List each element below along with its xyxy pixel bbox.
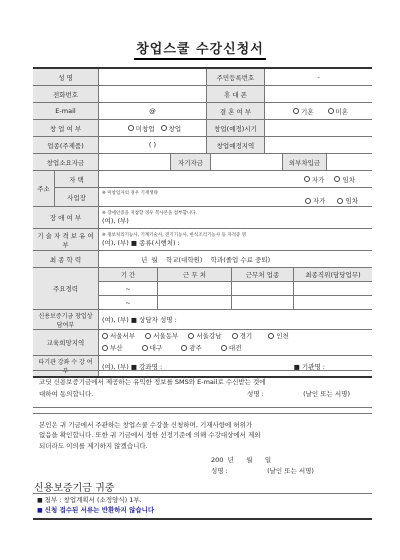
not-started-radio[interactable] [128, 125, 134, 131]
region-radio[interactable] [188, 333, 194, 339]
declaration-line-1: 본인은 귀 기금에서 주관하는 창업스쿨 수강을 신청하며, 기재사항에 허위가 [39, 421, 253, 429]
bullet-icon: ■ [37, 506, 43, 514]
career-row [33, 268, 372, 310]
career-industry-2[interactable] [232, 296, 294, 309]
started-label: 창업 [168, 124, 182, 133]
disability-label: 장 애 여 부 [33, 207, 99, 228]
notes-box [33, 493, 372, 520]
education-label: 최 종 학 력 [33, 251, 99, 267]
application-form [33, 67, 372, 378]
fund-row [33, 154, 372, 171]
declaration-date[interactable]: 200 년 월 일 [211, 456, 272, 465]
career-label: 주요경력 [33, 268, 99, 309]
declaration-box [33, 413, 372, 475]
career-table [99, 268, 372, 309]
region-label: 대전 [228, 343, 242, 352]
career-company-2[interactable] [158, 296, 232, 309]
address-block [55, 171, 372, 206]
home-options[interactable] [99, 171, 372, 187]
marriage-label: 결 혼 여 부 [207, 103, 265, 119]
business-label: 업종(주제품) [33, 137, 99, 153]
consent-line-2-row [39, 389, 366, 398]
address-label: 주소 [33, 171, 55, 206]
home-label: 자 택 [55, 171, 99, 187]
career-period-1[interactable]: ~ [99, 282, 158, 295]
email-row [33, 103, 372, 120]
career-entry [99, 296, 372, 309]
declaration-signature[interactable]: 성명 : (날인 또는 서명) [211, 466, 314, 475]
org-name: 신용보증기금 귀중 [34, 483, 115, 494]
startup-time-field[interactable] [265, 120, 372, 136]
consent-box [33, 370, 372, 408]
consult-label: 신용보증기금 창업상담여부 [33, 310, 99, 329]
mobile-label: 휴 대 폰 [207, 86, 265, 102]
consult-field[interactable]: (여), (부) ■ 상담자 성명 : [102, 316, 177, 324]
disability-note: ※ 장애인증을 지참할 경우 복사본을 첨부합니다. [102, 211, 197, 216]
married-label: 기혼 [300, 107, 314, 116]
region-radio[interactable] [268, 333, 274, 339]
name-row [33, 69, 372, 86]
career-position-1[interactable] [294, 282, 372, 295]
disability-value: (여), (부) [102, 217, 129, 225]
single-label: 미혼 [335, 107, 349, 116]
region-label: 대구 [149, 343, 163, 352]
email-label: E-mail [33, 103, 99, 119]
region-radio[interactable] [232, 333, 238, 339]
startup-region-field[interactable] [265, 137, 372, 153]
address-row [33, 171, 372, 207]
license-label: 기 술 자 격 보 유 여 부 [33, 229, 99, 250]
return-note-text: 신청 접수된 서류는 반환하지 않습니다 [44, 505, 155, 514]
bullet-icon: ■ [37, 497, 43, 504]
consult-row [33, 310, 372, 330]
region-radio[interactable] [102, 333, 108, 339]
career-col-position: 최종직위(담당업무) [294, 268, 372, 281]
startup-label: 창 업 여 부 [33, 120, 99, 136]
license-value: (여), (부) ■ 종류(시행처) : [102, 239, 180, 247]
resident-no-field[interactable]: - [317, 73, 320, 81]
declaration-line-2: 없음을 확인합니다. 또한 귀 기금에서 정한 선정기준에 의해 수강대상에서 제외 [39, 431, 261, 440]
own-fund-label: 자기자금 [171, 154, 211, 170]
startup-options [99, 120, 207, 136]
disability-row [33, 207, 372, 229]
external-fund-field[interactable] [327, 154, 372, 170]
edu-region-label: 교육희망지역 [33, 330, 99, 355]
business-own-label: 자가 [312, 196, 326, 205]
consent-line-2: 대하여 동의합니다. [39, 390, 94, 398]
region-label: 광주 [189, 343, 202, 352]
required-fund-label: 창업소요자금 [33, 154, 99, 170]
career-period-2[interactable]: ~ [99, 296, 158, 309]
home-rent-radio[interactable] [334, 176, 340, 182]
region-radio[interactable] [145, 333, 151, 339]
region-label: 서울강남 [196, 332, 222, 341]
education-field[interactable]: 년 월 학교(대학원) 학과(졸업 수료 중퇴) [141, 255, 271, 264]
own-fund-field[interactable] [211, 154, 283, 170]
disability-field[interactable] [99, 207, 372, 228]
business-place-note: ※ 미창업자의 경우 기재생략 [102, 190, 158, 196]
region-label: 경기 [239, 332, 253, 341]
started-radio[interactable] [161, 125, 167, 131]
single-radio[interactable] [328, 108, 334, 114]
external-fund-label: 외부차입금 [283, 154, 327, 170]
marriage-options [265, 103, 372, 119]
not-started-label: 미창업 [135, 124, 155, 133]
phone-field[interactable] [99, 86, 207, 102]
married-radio[interactable] [293, 108, 299, 114]
career-company-1[interactable] [158, 282, 232, 295]
startup-time-label: 창업(예정)시기 [207, 120, 265, 136]
region-label: 부산 [110, 343, 123, 352]
region-radio[interactable] [102, 345, 108, 351]
business-address [55, 188, 372, 206]
career-col-industry: 근무처 업종 [232, 268, 294, 281]
career-industry-1[interactable] [232, 282, 294, 295]
business-rent-label: 임차 [345, 196, 358, 205]
other-course-value: (여), (부) ■ 강좌명 : [102, 362, 163, 371]
declaration-line-3: 되더라도 이의를 제기하지 않겠습니다. [39, 441, 148, 450]
home-own-radio[interactable] [304, 176, 310, 182]
institution-label: ■ 기관명 : [293, 362, 325, 371]
phone-label: 전화번호 [33, 86, 99, 102]
career-col-company: 근 무 처 [158, 268, 232, 281]
business-place-label: 사업장 [55, 188, 99, 206]
attachment-note-text: 첨부 : 창업계획서 (소정양식) 1부. [44, 496, 142, 504]
region-line-1 [102, 331, 289, 342]
region-radio[interactable] [221, 345, 227, 351]
return-note [37, 506, 368, 516]
business-row [33, 137, 372, 154]
region-label: 서울동부 [153, 332, 179, 341]
region-line-2 [102, 343, 241, 354]
region-radio[interactable] [142, 345, 148, 351]
phone-row [33, 86, 372, 103]
consent-line-1: 코딧 신용보증기금에서 제공하는 유익한 정보를 SMS와 E-mail로 수신받는 것에 [39, 378, 266, 386]
mobile-field[interactable] [265, 86, 372, 102]
career-header [99, 268, 372, 282]
business-place-field[interactable] [99, 188, 372, 206]
edu-region-options [99, 330, 372, 355]
startup-region-label: 창업예정지역 [207, 137, 265, 153]
consent-signature[interactable]: 성명 : (날인 또는 서명) [247, 390, 350, 398]
career-entry [99, 282, 372, 296]
business-field[interactable]: ( ) [99, 137, 207, 153]
name-field[interactable] [99, 69, 207, 85]
form-title: 창업스쿨 수강신청서 [0, 38, 400, 57]
region-label: 서울서부 [110, 332, 136, 341]
home-address [55, 171, 372, 188]
business-place-options [102, 196, 369, 205]
license-field[interactable] [99, 229, 372, 250]
region-label: 인천 [276, 332, 289, 341]
license-note: ※ 정보처리기능사, 기계기술사, 전기기능사, 한식조리기능사 등 자격증 명 [102, 233, 247, 238]
career-position-2[interactable] [294, 296, 372, 309]
business-rent-radio[interactable] [337, 198, 343, 204]
license-row [33, 229, 372, 251]
career-col-period: 기 간 [99, 268, 158, 281]
other-course-label: 타기관 강좌 수 강 여 부 [33, 356, 99, 376]
attachment-note [37, 496, 368, 506]
region-radio[interactable] [181, 345, 187, 351]
resident-no-label: 주민등록번호 [207, 69, 265, 85]
home-own-label: 자가 [311, 175, 325, 184]
business-own-radio[interactable] [305, 198, 311, 204]
name-label: 성 명 [33, 69, 99, 85]
home-rent-label: 임차 [342, 175, 355, 184]
startup-row [33, 120, 372, 137]
email-field[interactable]: @ [99, 103, 207, 119]
required-fund-field[interactable] [99, 154, 171, 170]
edu-region-row [33, 330, 372, 356]
education-row [33, 251, 372, 268]
